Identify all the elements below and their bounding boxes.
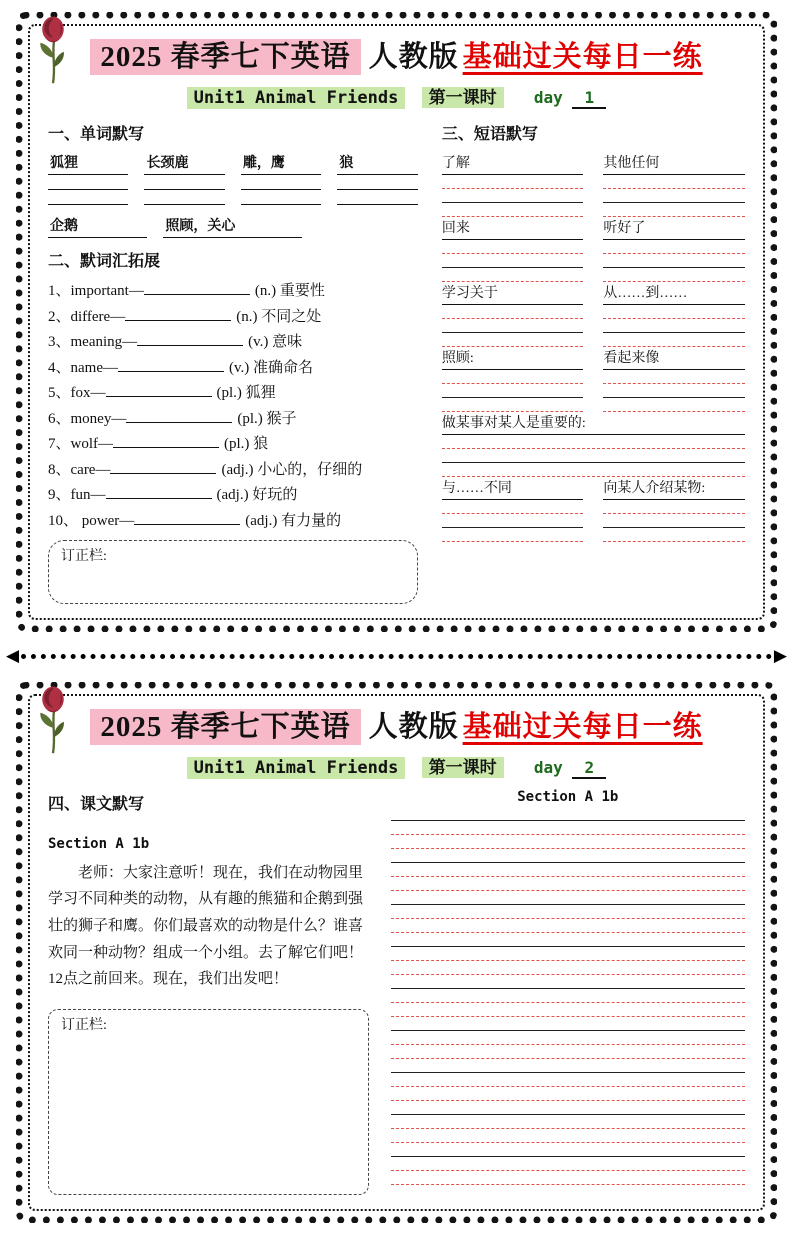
answer-line	[337, 175, 417, 190]
writing-line-red	[442, 370, 584, 384]
phrase-label: 其他任何	[603, 152, 745, 175]
unit-label: Unit1 Animal Friends	[187, 757, 406, 779]
writing-line-red	[391, 1157, 745, 1171]
rose-decoration-icon	[35, 11, 71, 92]
phrase-label: 照顾:	[442, 347, 584, 370]
word-label: 雕，鹰	[241, 152, 321, 175]
fill-blank	[144, 282, 250, 295]
writing-line	[442, 319, 584, 333]
writing-line	[391, 891, 745, 905]
section-4-title: 四、课文默写	[48, 795, 145, 813]
phrase-cell	[603, 217, 745, 282]
writing-line-red	[442, 203, 584, 217]
vocab-tail: (n.) 重要性	[254, 283, 325, 299]
writing-line-red	[442, 268, 584, 282]
page-subtitle	[48, 83, 745, 109]
vocab-item	[48, 432, 418, 453]
writing-line-red	[391, 877, 745, 891]
vocab-tail: (pl.) 狼	[224, 436, 269, 452]
writing-line-red	[603, 500, 745, 514]
phrase-cell	[442, 477, 584, 542]
word-label: 照顾，关心	[163, 215, 302, 238]
writing-line-red	[391, 863, 745, 877]
phrase-cell	[442, 282, 584, 347]
writing-line-red	[603, 175, 745, 189]
writing-line-red	[391, 1003, 745, 1017]
fill-blank	[137, 333, 243, 346]
writing-line-red	[442, 528, 584, 542]
unit-label: Unit1 Animal Friends	[187, 87, 406, 109]
vocab-lead: 10、 power—	[48, 512, 135, 529]
answer-line	[337, 190, 417, 205]
vocab-tail: (adj.) 有力量的	[245, 512, 342, 529]
phrase-cell	[603, 152, 745, 217]
dictation-passage: 老师：大家注意听！现在，我们在动物园里学习不同种类的动物，从有趣的熊猫和企鹅到强壮的狮子和鹰。你们最喜欢的动物是什么？谁喜欢同一种动物？组成一个小组。去了解它们吧！12点之前回来。现在，我们出发吧！	[48, 864, 364, 988]
word-cell	[144, 152, 224, 205]
phrase-cell	[603, 347, 745, 412]
title-edition: 人教版	[368, 710, 459, 743]
phrase-cell	[442, 152, 584, 217]
writing-line-red	[442, 305, 584, 319]
vocab-lead: 1、important—	[48, 283, 144, 299]
writing-line-red	[391, 961, 745, 975]
phrase-pair	[442, 282, 745, 347]
rose-decoration-icon	[35, 681, 71, 762]
writing-line	[603, 319, 745, 333]
title-highlight: 2025 春季七下英语	[90, 39, 360, 75]
left-column	[48, 789, 369, 1195]
writing-line	[442, 514, 584, 528]
answer-line	[48, 175, 128, 190]
writing-line-red	[391, 905, 745, 919]
vocab-item	[48, 279, 418, 300]
phrase-cell	[603, 477, 745, 542]
title-highlight: 2025 春季七下英语	[90, 709, 360, 745]
section-2-title: 二、默词汇拓展	[48, 253, 161, 270]
word-cell	[48, 215, 147, 238]
page-subtitle	[48, 753, 745, 779]
vocab-tail: (adj.) 小心的，仔细的	[221, 461, 363, 478]
phrase-label: 学习关于	[442, 282, 584, 305]
vocab-tail: (pl.) 狐狸	[216, 385, 276, 401]
answer-line	[144, 190, 224, 205]
writing-line	[391, 1017, 745, 1031]
section-3-title: 三、短语默写	[441, 126, 538, 143]
day-label	[534, 88, 607, 107]
vocab-lead: 4、name—	[48, 359, 118, 376]
vocab-lead: 8、care—	[48, 461, 111, 478]
phrase-pair	[442, 477, 745, 542]
fill-blank	[113, 435, 219, 448]
writing-line-red	[603, 528, 745, 542]
section-1-title: 一、单词默写	[48, 126, 145, 143]
vocab-lead: 6、money—	[48, 410, 127, 427]
answer-line	[48, 190, 128, 205]
phrase-cell	[442, 217, 584, 282]
phrase-pair	[442, 217, 745, 282]
word-label: 长颈鹿	[144, 152, 224, 175]
day-label	[534, 758, 607, 777]
writing-line	[442, 449, 745, 463]
writing-line	[391, 933, 745, 947]
vocab-item	[48, 356, 418, 377]
phrase-label: 了解	[442, 152, 584, 175]
word-label: 企鹅	[48, 215, 147, 238]
worksheet-page-1	[16, 12, 777, 632]
vocab-item	[48, 458, 418, 479]
writing-line-red	[391, 1087, 745, 1101]
answer-line	[241, 175, 321, 190]
page-divider	[6, 644, 787, 670]
vocab-item	[48, 381, 418, 402]
phrase-full-row	[442, 412, 745, 477]
dotted-cut-line	[21, 654, 772, 659]
day-word: day	[533, 757, 563, 777]
fill-blank	[125, 308, 231, 321]
fill-blank	[134, 512, 240, 525]
title-edition: 人教版	[368, 41, 459, 73]
phrase-label: 与……不同	[442, 477, 584, 500]
writing-line-red	[603, 203, 745, 217]
writing-line-red	[442, 333, 584, 347]
writing-line	[391, 807, 745, 821]
correction-box	[48, 540, 418, 604]
writing-line-red	[391, 1129, 745, 1143]
vocab-tail: (n.) 不同之处	[236, 308, 322, 325]
writing-line-red	[442, 435, 745, 449]
section-a-header: Section A 1b	[517, 788, 619, 805]
page-2-columns	[48, 789, 745, 1195]
right-arrow-icon: ▶	[773, 646, 787, 666]
fill-blank	[106, 486, 212, 499]
writing-line-red	[442, 175, 584, 189]
writing-line-red	[391, 1073, 745, 1087]
phrase-label: 向某人介绍某物:	[603, 477, 745, 500]
writing-line	[442, 189, 584, 203]
word-cell	[163, 215, 302, 238]
writing-line-red	[391, 989, 745, 1003]
right-column	[391, 789, 745, 1195]
lesson-label: 第一课时	[422, 757, 504, 778]
word-label: 狐狸	[48, 152, 128, 175]
writing-line	[603, 254, 745, 268]
word-grid-row-2	[48, 215, 418, 238]
word-cell	[241, 152, 321, 205]
vocab-tail: (v.) 意味	[248, 334, 303, 350]
writing-line-red	[391, 947, 745, 961]
writing-line-red	[442, 240, 584, 254]
vocab-lead: 3、meaning—	[48, 334, 138, 350]
writing-line	[603, 514, 745, 528]
writing-line-red	[603, 333, 745, 347]
lesson-label: 第一课时	[422, 87, 504, 108]
fill-blank	[110, 461, 216, 474]
phrase-label: 从……到……	[603, 282, 745, 305]
answer-line	[241, 190, 321, 205]
writing-line-red	[442, 500, 584, 514]
left-arrow-icon: ◀	[6, 646, 20, 666]
writing-line	[391, 1101, 745, 1115]
writing-line-red	[391, 1171, 745, 1185]
worksheet-page-2	[16, 682, 777, 1223]
title-red: 基础过关每日一练	[462, 710, 703, 743]
left-column	[48, 119, 418, 604]
writing-line	[391, 849, 745, 863]
page-title	[48, 704, 745, 745]
phrase-pair	[442, 152, 745, 217]
writing-line-red	[603, 398, 745, 412]
writing-line	[603, 189, 745, 203]
phrase-label: 回来	[442, 217, 584, 240]
correction-label: 订正栏:	[61, 1017, 107, 1033]
page-1-columns	[48, 119, 745, 604]
vocab-item	[48, 305, 418, 326]
writing-line-red	[603, 240, 745, 254]
word-cell-empty	[318, 215, 417, 238]
word-grid-row-1	[48, 152, 418, 205]
vocab-item	[48, 509, 418, 530]
title-red: 基础过关每日一练	[462, 41, 703, 73]
day-word: day	[533, 88, 563, 107]
writing-line	[603, 384, 745, 398]
writing-line-red	[391, 1031, 745, 1045]
writing-line-red	[442, 463, 745, 477]
fill-blank	[106, 384, 212, 397]
vocab-lead: 9、fun—	[48, 487, 106, 503]
vocab-item	[48, 330, 418, 351]
answer-line	[144, 175, 224, 190]
fill-blank	[126, 410, 232, 423]
writing-line-red	[391, 821, 745, 835]
correction-label: 订正栏:	[61, 548, 107, 564]
vocab-tail: (v.) 准确命名	[228, 359, 314, 376]
writing-line-red	[391, 919, 745, 933]
page-2-content	[28, 694, 765, 1211]
phrase-pair	[442, 347, 745, 412]
vocab-item	[48, 483, 418, 504]
page-1-content	[28, 24, 765, 620]
word-label: 狼	[337, 152, 417, 175]
correction-box	[48, 1009, 369, 1195]
vocab-tail: (pl.) 猴子	[237, 410, 297, 427]
fill-blank	[118, 359, 224, 372]
writing-line-red	[442, 398, 584, 412]
vocab-lead: 5、fox—	[48, 385, 106, 401]
writing-line-red	[603, 268, 745, 282]
page-title	[48, 34, 745, 75]
vocab-lead: 2、differe—	[48, 308, 126, 325]
phrase-label: 听好了	[603, 217, 745, 240]
writing-line-red	[603, 370, 745, 384]
vocab-lead: 7、wolf—	[48, 436, 113, 452]
phrase-cell	[442, 347, 584, 412]
right-column	[442, 119, 745, 604]
writing-line-red	[603, 305, 745, 319]
day-number: 1	[572, 88, 606, 109]
section-a-label: Section A 1b	[48, 835, 150, 852]
writing-line	[391, 1143, 745, 1157]
writing-line	[391, 1059, 745, 1073]
phrase-label: 做某事对某人是重要的:	[442, 412, 745, 435]
writing-line	[442, 384, 584, 398]
word-cell	[337, 152, 417, 205]
writing-line	[442, 254, 584, 268]
word-cell	[48, 152, 128, 205]
vocab-tail: (adj.) 好玩的	[216, 487, 298, 503]
writing-line-red	[391, 835, 745, 849]
writing-line	[391, 975, 745, 989]
day-number: 2	[572, 758, 606, 779]
vocab-item	[48, 407, 418, 428]
writing-lines-area	[391, 807, 745, 1185]
phrase-label: 看起来像	[603, 347, 745, 370]
writing-line-red	[391, 1045, 745, 1059]
phrase-cell	[603, 282, 745, 347]
